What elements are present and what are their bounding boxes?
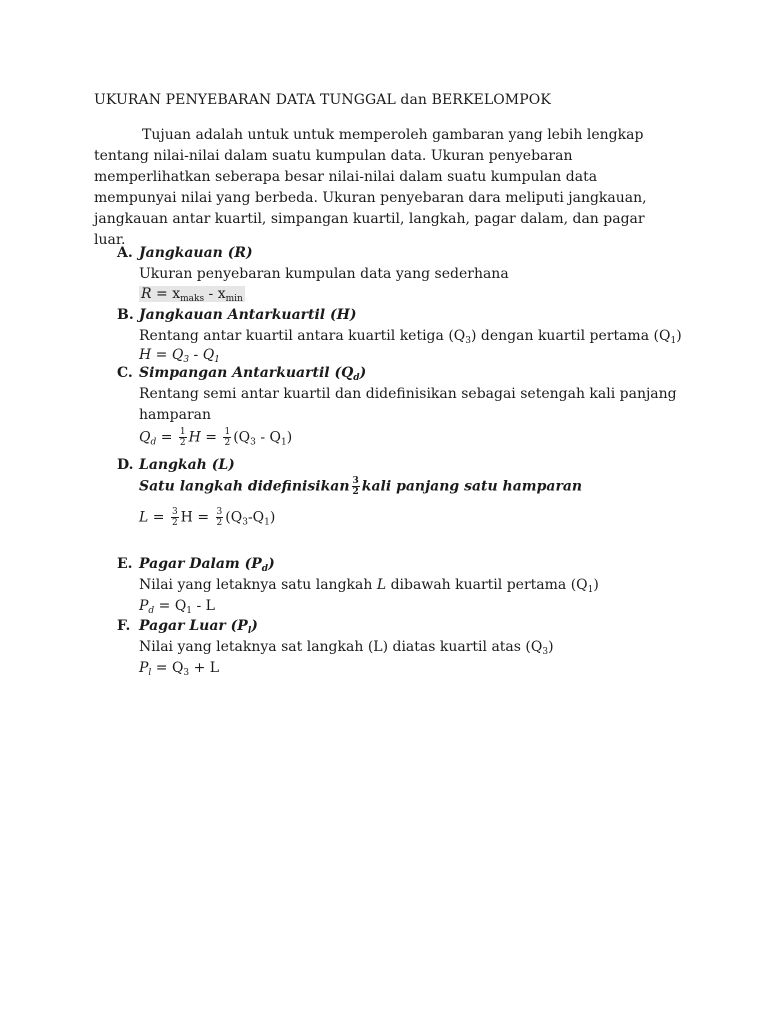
section-a-letter: A. xyxy=(117,245,133,261)
section-c-heading: Simpangan Antarkuartil $(Q_d)$ xyxy=(139,365,367,383)
section-a-formula: $R = x_{maks} - x_{min}$ xyxy=(141,286,243,304)
fraction-one-half: $\frac{1}{2}$ xyxy=(179,427,186,448)
section-d-desc: Satu langkah didefinisikan $\frac{3}{2}$ kali panjang satu hamparan xyxy=(139,476,583,497)
section-b-letter: B. xyxy=(117,307,134,323)
document-title: UKURAN PENYEBARAN DATA TUNGGAL dan BERKELOMPOK xyxy=(94,92,551,108)
intro-paragraph xyxy=(94,125,674,251)
section-c-letter: C. xyxy=(117,365,133,381)
section-c-desc-line1: Rentang semi antar kuartil dan didefinisikan sebagai setengah kali panjang xyxy=(139,386,677,402)
section-f-desc: Nilai yang letaknya sat langkah (L) diatas kuartil atas $(Q_3)$ xyxy=(139,639,554,657)
fraction-three-halves: $\frac{3}{2}$ xyxy=(352,476,359,497)
section-d-letter: D. xyxy=(117,457,134,473)
section-d-heading: Langkah (L) xyxy=(139,457,235,473)
fraction-one-half: $\frac{1}{2}$ xyxy=(224,427,231,448)
section-b-formula: $H = Q_3 - Q_1$ xyxy=(139,347,220,365)
fraction-three-halves: $\frac{3}{2}$ xyxy=(171,507,178,528)
fraction-three-halves: $\frac{3}{2}$ xyxy=(216,507,223,528)
intro-text: Tujuan adalah untuk untuk memperoleh gambaran yang lebih lengkap tentang nilai-nilai dalam suatu kumpulan data. Ukuran penyebaran memperlihatkan seberapa besar nilai-nilai dalam suatu kumpulan data mempunyai nilai yang berbeda. Ukuran penyebaran dara meliputi jangkauan, jangkauan antar kuartil, simpangan kuartil, langkah, pagar dalam, dan pagar luar. xyxy=(94,127,647,248)
section-f-heading: Pagar Luar $(P_l)$ xyxy=(139,618,258,636)
section-e-formula: $P_d = Q_1 - L$ xyxy=(139,598,215,616)
section-b-desc: Rentang antar kuartil antara kuartil ketiga $(Q_3)$ dengan kuartil pertama $(Q_1)$ xyxy=(139,328,682,346)
section-e-desc: Nilai yang letaknya satu langkah L dibawah kuartil pertama $(Q_1)$ xyxy=(139,577,599,595)
section-a-heading: Jangkauan (R) xyxy=(139,245,253,261)
section-e-letter: E. xyxy=(117,556,133,572)
section-c-desc-line2: hamparan xyxy=(139,407,212,423)
section-e-heading: Pagar Dalam $(P_d)$ xyxy=(139,556,275,574)
section-f-letter: F. xyxy=(117,618,131,634)
section-a-desc: Ukuran penyebaran kumpulan data yang sederhana xyxy=(139,266,509,282)
section-b-heading: Jangkauan Antarkuartil (H) xyxy=(139,307,357,323)
section-d-formula: L = $\frac{3}{2}$ H = $\frac{3}{2}$ $(Q_3-Q_1)$ xyxy=(139,507,276,528)
section-f-formula: $P_l = Q_3 + L$ xyxy=(139,660,220,678)
section-c-formula: $Q_d$ = $\frac{1}{2}$ H = $\frac{1}{2}$ $(Q_3 - Q_1)$ xyxy=(139,427,293,448)
